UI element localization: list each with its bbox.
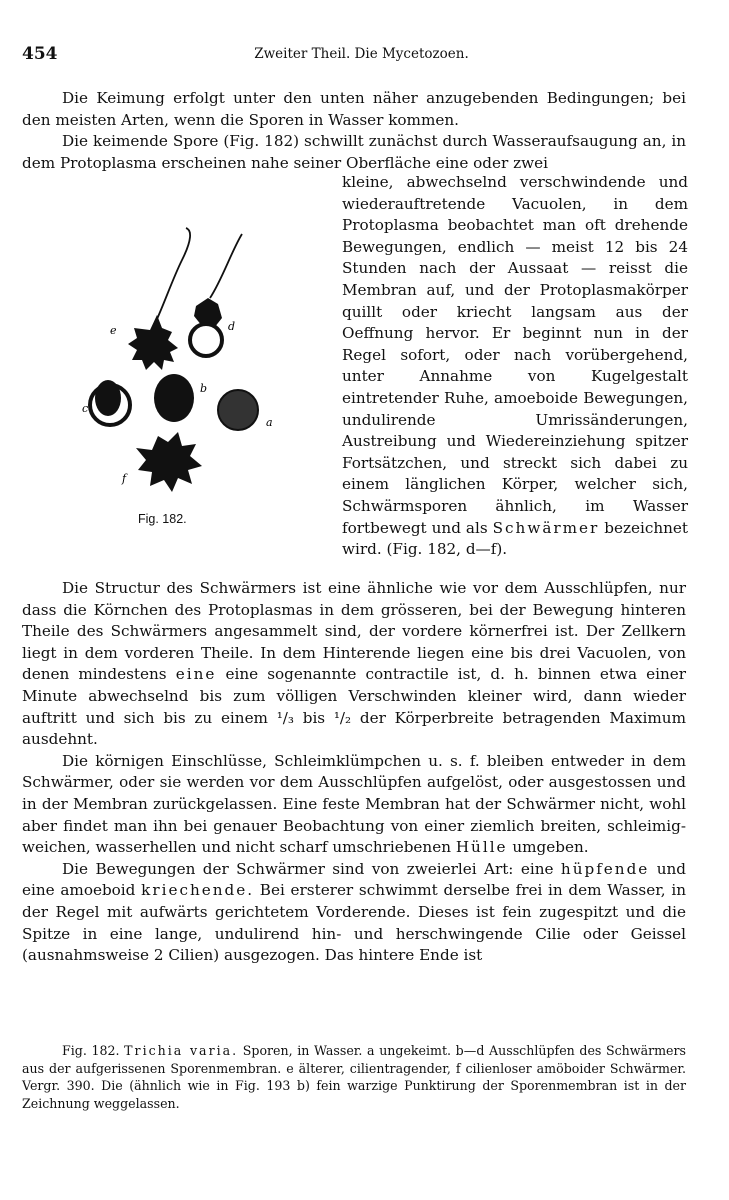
p3-spaced: eine <box>175 665 217 684</box>
p4-spaced: Hülle <box>455 838 508 857</box>
spore-b <box>154 374 194 422</box>
figure-label-f: f <box>122 472 127 485</box>
caption-species: Trichia varia. <box>124 1043 239 1058</box>
spore-membrane-d <box>190 324 222 356</box>
term-schwaermer: Schwärmer <box>492 518 600 537</box>
paragraph-inclusions <box>22 751 686 859</box>
wrapped-column <box>342 172 688 561</box>
figure-label-c: c <box>82 402 89 415</box>
figure-label-d: d <box>228 320 236 333</box>
p3-text: Die Structur des Schwärmers ist eine ähnliche wie vor dem Ausschlüpfen, nur dass die Körnchen des Protoplasmas in dem grösseren, bei der Bewegung hinteren Theile des Schwärmers angesammelt sind, der vordere körnerfrei ist. Der Zellkern liegt in dem vorderen Theile. In dem Hinterende liegen eine bis drei Vacuolen, von denen mindestens <box>22 579 686 684</box>
p5-text: Die Bewegungen der Schwärmer sind von zweierlei Art: eine <box>62 859 554 878</box>
body-text <box>22 578 686 967</box>
figure-label-e: e <box>110 324 117 337</box>
paragraph-germination: Die Keimung erfolgt unter den unten näher anzugebenden Bedingungen; bei den meisten Arten, wenn die Sporen in Wasser kommen. <box>22 89 686 129</box>
cilium-e <box>152 228 190 330</box>
caption-text: Sporen, in Wasser. a ungekeimt. b—d Ausschlüpfen des Schwärmers aus der aufgerissenen Sporenmembran. e älterer, cilientragender, f cilienloser amöboider Schwärmer. Vergr. 390. Die (ähnlich wie in Fig. 193 b) fein warzige Punktirung der Sporenmembran ist in der Zeichnung weggelassen. <box>22 1043 686 1111</box>
p4-text: Die körnigen Einschlüsse, Schleimklümpchen u. s. f. bleiben entweder in dem Schwärmer, oder sie werden vor dem Ausschlüpfen aufgelöst, oder ausgestossen und in der Membran zurückgelassen. Eine feste Membran hat der Schwärmer nicht, wohl aber findet man ihn bei genauer Beobachtung von einer ziemlich breiten, schleimig-weichen, wasserhellen und nicht scharf umschriebenen <box>22 751 686 857</box>
p5-text-b: und eine amoeboid <box>22 859 687 900</box>
wrap-text: kleine, abwechselnd verschwindende und wiederauftretende Vacuolen, in dem Protoplasma beobachtet man oft drehende Bewegungen, endlich — meist 12 bis 24 Stunden nach der Aussaat — reisst die Membran auf, und der Protoplasmakörper quillt oder kriecht langsam aus der Oeffnung hervor. Er beginnt nun in der Regel sofort, oder nach vorübergehend, unter Annahme von Kugelgestalt eintretender Ruhe, amoeboide Bewegungen, undulirende Umrissänderungen, Austreibung und Wiedereinziehung spitzer Fortsätzchen, und streckt sich dabei zu einem länglichen Körper, welcher sich, Schwärmsporen ähnlich, im Wasser fortbewegt und als <box>342 173 688 537</box>
figure-182 <box>82 220 312 540</box>
swarmer-e <box>128 315 178 370</box>
figure-label-b: b <box>200 382 208 395</box>
figure-caption-short: Fig. 182. <box>138 512 187 526</box>
figure-182-drawing <box>82 220 312 520</box>
caption-paragraph <box>22 1042 686 1112</box>
swarmer-f <box>136 432 202 492</box>
caption-fig-number: Fig. 182. <box>62 1043 120 1058</box>
paragraph-spore-swelling: Die keimende Spore (Fig. 182) schwillt zunächst durch Wasseraufsaugung an, in dem Protoplasma erscheinen nahe seiner Oberfläche eine oder zwei <box>22 132 686 172</box>
page-header <box>22 44 701 66</box>
figure-caption <box>22 1042 686 1112</box>
cilium-d <box>210 234 242 298</box>
running-head: Zweiter Theil. Die Mycetozoen. <box>254 46 469 62</box>
spore-c <box>95 380 121 416</box>
p5-spaced-1: hüpfende <box>560 859 650 878</box>
paragraph-movements <box>22 859 686 967</box>
intro-text <box>22 88 686 174</box>
p5-spaced-2: kriechende. <box>141 881 255 900</box>
paragraph-structure <box>22 578 686 751</box>
wrap-tail: bezeichnet wird. (Fig. 182, d—f). <box>342 518 689 559</box>
spore-a <box>218 390 258 430</box>
p5-text-c: Bei ersterer schwimmt derselbe frei in dem Wasser, in der Regel mit aufwärts gerichtetem Vorderende. Dieses ist fein zugespitzt und die Spitze in eine lange, undulirend hin- und herschwingende Cilie oder Geissel (ausnahmsweise 2 Cilien) ausgezogen. Das hintere Ende ist <box>22 881 686 965</box>
paragraph-wrap <box>342 172 688 561</box>
p4-text-b: umgeben. <box>512 838 589 857</box>
p3-text-b: eine sogenannte contractile ist, d. h. binnen etwa einer Minute abwechselnd bis zum völligen Verschwinden kleiner wird, dann wieder auftritt und sich bis zu einem ¹/₃ bis ¹/₂ der Körperbreite betragenden Maximum ausdehnt. <box>22 665 686 749</box>
page-number: 454 <box>22 44 58 64</box>
figure-label-a: a <box>266 416 273 429</box>
